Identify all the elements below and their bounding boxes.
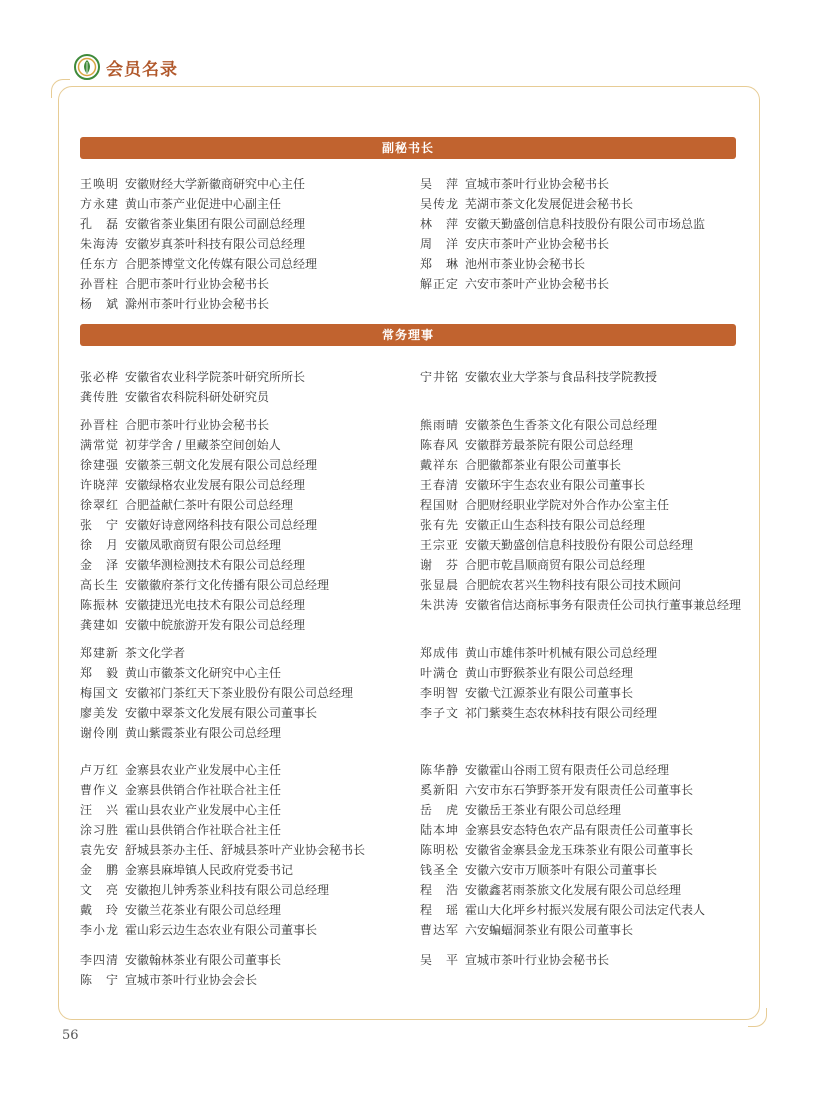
member-name: 朱海涛	[80, 237, 118, 251]
member-entry	[420, 800, 705, 820]
member-name: 陈春风	[420, 438, 458, 452]
member-entry	[420, 595, 741, 615]
member-name: 李小龙	[80, 923, 118, 937]
member-position: 黄山市雄伟茶叶机械有限公司总经理	[465, 646, 658, 660]
member-entry	[80, 643, 353, 663]
member-name: 岳 虎	[420, 803, 458, 817]
member-entry	[80, 387, 305, 407]
member-entry	[420, 475, 741, 495]
member-entry	[80, 595, 329, 615]
member-column-right	[420, 367, 657, 387]
member-position: 安徽茶三朝文化发展有限公司总经理	[125, 458, 318, 472]
member-name: 袁先安	[80, 843, 118, 857]
member-name: 曹作义	[80, 783, 118, 797]
member-column-right	[420, 415, 741, 615]
member-position: 安徽六安市万顺茶叶有限公司董事长	[465, 863, 658, 877]
member-position: 霍山大化坪乡村振兴发展有限公司法定代表人	[465, 903, 706, 917]
member-position: 安徽凤歌商贸有限公司总经理	[125, 538, 282, 552]
association-logo-icon	[74, 54, 100, 80]
member-position: 安徽好诗意网络科技有限公司总经理	[125, 518, 318, 532]
member-column-right	[420, 174, 705, 294]
member-entry	[80, 435, 329, 455]
member-entry	[420, 367, 657, 387]
member-position: 黄山市徽茶文化研究中心主任	[125, 666, 282, 680]
member-entry	[80, 920, 365, 940]
member-name: 张 宁	[80, 518, 118, 532]
member-entry	[80, 294, 317, 314]
member-name: 程国财	[420, 498, 458, 512]
member-name: 戴祥东	[420, 458, 458, 472]
member-position: 金寨县农业产业发展中心主任	[125, 763, 282, 777]
member-name: 谢 芬	[420, 558, 458, 572]
member-name: 满常觉	[80, 438, 118, 452]
member-position: 池州市茶业协会秘书长	[465, 257, 586, 271]
member-position: 安徽捷迅光电技术有限公司总经理	[125, 598, 306, 612]
member-name: 王宗亚	[420, 538, 458, 552]
member-name: 陆本坤	[420, 823, 458, 837]
member-entry	[420, 760, 705, 780]
member-name: 文 亮	[80, 883, 118, 897]
member-name: 徐 月	[80, 538, 118, 552]
member-entry	[420, 950, 609, 970]
member-entry	[420, 840, 705, 860]
member-entry	[420, 860, 705, 880]
member-name: 陈明松	[420, 843, 458, 857]
member-position: 安徽霍山谷雨工贸有限责任公司总经理	[465, 763, 670, 777]
member-position: 祁门紫葵生态农林科技有限公司经理	[465, 706, 658, 720]
member-name: 钱圣全	[420, 863, 458, 877]
member-column-left	[80, 760, 365, 940]
member-name: 程 瑶	[420, 903, 458, 917]
member-entry	[80, 234, 317, 254]
member-position: 霍山县农业产业发展中心主任	[125, 803, 282, 817]
member-name: 王唤明	[80, 177, 118, 191]
member-entry	[420, 780, 705, 800]
member-position: 安徽天勤盛创信息科技股份有限公司市场总监	[465, 217, 706, 231]
member-position: 安徽环宇生态农业有限公司董事长	[465, 478, 646, 492]
member-position: 金寨县供销合作社联合社主任	[125, 783, 282, 797]
member-entry	[80, 615, 329, 635]
member-column-right	[420, 643, 657, 723]
member-name: 王春清	[420, 478, 458, 492]
member-position: 宣城市茶叶行业协会会长	[125, 973, 258, 987]
member-entry	[420, 515, 741, 535]
member-entry	[420, 415, 741, 435]
member-entry	[420, 820, 705, 840]
header-title: 会员名录	[106, 59, 178, 80]
member-entry	[80, 575, 329, 595]
member-name: 周 洋	[420, 237, 458, 251]
member-position: 金寨县安态特色农产品有限责任公司董事长	[465, 823, 694, 837]
member-entry	[80, 415, 329, 435]
page-header	[74, 52, 178, 82]
member-name: 许晓萍	[80, 478, 118, 492]
member-entry	[420, 575, 741, 595]
member-column-left	[80, 174, 317, 314]
member-position: 安徽省茶业集团有限公司副总经理	[125, 217, 306, 231]
member-entry	[80, 535, 329, 555]
member-position: 安徽岳王茶业有限公司总经理	[465, 803, 622, 817]
member-position: 初芽学舍 / 里藏茶空间创始人	[125, 438, 281, 452]
member-name: 徐建强	[80, 458, 118, 472]
member-name: 高长生	[80, 578, 118, 592]
member-position: 安徽中皖旅游开发有限公司总经理	[125, 618, 306, 632]
member-position: 合肥茶博堂文化传媒有限公司总经理	[125, 257, 318, 271]
member-entry	[80, 174, 317, 194]
member-name: 张必桦	[80, 370, 118, 384]
member-name: 涂习胜	[80, 823, 118, 837]
member-name: 朱洪涛	[420, 598, 458, 612]
member-entry	[420, 254, 705, 274]
member-entry	[420, 900, 705, 920]
member-name: 张有先	[420, 518, 458, 532]
member-position: 六安市茶叶产业协会秘书长	[465, 277, 610, 291]
member-position: 安徽省金寨县金龙玉珠茶业有限公司董事长	[465, 843, 694, 857]
member-position: 滁州市茶叶行业协会秘书长	[125, 297, 270, 311]
member-position: 安徽中翠茶文化发展有限公司董事长	[125, 706, 318, 720]
member-position: 安徽省农科院科研处研究员	[125, 390, 270, 404]
member-entry	[80, 683, 353, 703]
member-position: 合肥徽都茶业有限公司董事长	[465, 458, 622, 472]
member-position: 合肥市茶叶行业协会秘书长	[125, 418, 270, 432]
member-position: 金寨县麻埠镇人民政府党委书记	[125, 863, 294, 877]
member-position: 黄山市茶产业促进中心副主任	[125, 197, 282, 211]
member-name: 吴传龙	[420, 197, 458, 211]
member-entry	[80, 555, 329, 575]
member-name: 陈振林	[80, 598, 118, 612]
member-position: 安徽农业大学茶与食品科技学院教授	[465, 370, 658, 384]
member-position: 六安市东石笋野茶开发有限责任公司董事长	[465, 783, 694, 797]
member-name: 熊雨晴	[420, 418, 458, 432]
member-entry	[420, 703, 657, 723]
member-name: 郑成伟	[420, 646, 458, 660]
member-name: 孙晋柱	[80, 418, 118, 432]
member-position: 安徽岁真茶叶科技有限公司总经理	[125, 237, 306, 251]
member-position: 宣城市茶叶行业协会秘书长	[465, 177, 610, 191]
member-entry	[420, 194, 705, 214]
member-position: 黄山紫霞茶业有限公司总经理	[125, 726, 282, 740]
member-column-right	[420, 950, 609, 970]
member-name: 张显晨	[420, 578, 458, 592]
member-entry	[420, 435, 741, 455]
member-name: 梅国文	[80, 686, 118, 700]
member-position: 安徽茶色生香茶文化有限公司总经理	[465, 418, 658, 432]
member-entry	[80, 495, 329, 515]
member-position: 安徽财经大学新徽商研究中心主任	[125, 177, 306, 191]
member-name: 金 泽	[80, 558, 118, 572]
member-entry	[420, 880, 705, 900]
member-name: 郑建新	[80, 646, 118, 660]
member-position: 安徽鑫茗雨茶旅文化发展有限公司总经理	[465, 883, 682, 897]
member-position: 合肥市乾昌顺商贸有限公司总经理	[465, 558, 646, 572]
section-banner: 副秘书长	[80, 137, 736, 159]
member-entry	[80, 214, 317, 234]
member-name: 杨 斌	[80, 297, 118, 311]
member-entry	[80, 970, 281, 990]
member-name: 徐翠红	[80, 498, 118, 512]
member-name: 郑 琳	[420, 257, 458, 271]
member-position: 安徽祁门茶红天下茶业股份有限公司总经理	[125, 686, 354, 700]
member-name: 卢万红	[80, 763, 118, 777]
member-name: 解正定	[420, 277, 458, 291]
section-banner: 常务理事	[80, 324, 736, 346]
member-entry	[420, 683, 657, 703]
member-name: 孔 磊	[80, 217, 118, 231]
member-name: 奚新阳	[420, 783, 458, 797]
member-name: 龚传胜	[80, 390, 118, 404]
member-entry	[420, 455, 741, 475]
member-position: 黄山市野猴茶业有限公司总经理	[465, 666, 634, 680]
member-name: 方永建	[80, 197, 118, 211]
member-entry	[80, 194, 317, 214]
member-entry	[420, 555, 741, 575]
member-column-left	[80, 950, 281, 990]
member-position: 安徽弋江源茶业有限公司董事长	[465, 686, 634, 700]
member-entry	[420, 535, 741, 555]
member-name: 任东方	[80, 257, 118, 271]
member-position: 合肥益献仁茶叶有限公司总经理	[125, 498, 294, 512]
member-entry	[80, 254, 317, 274]
member-name: 陈华静	[420, 763, 458, 777]
member-name: 廖美发	[80, 706, 118, 720]
member-name: 谢伶刚	[80, 726, 118, 740]
member-name: 陈 宁	[80, 973, 118, 987]
member-position: 舒城县茶办主任、舒城县茶叶产业协会秘书长	[125, 843, 366, 857]
member-name: 程 浩	[420, 883, 458, 897]
member-position: 安徽群芳最茶院有限公司总经理	[465, 438, 634, 452]
member-entry	[80, 840, 365, 860]
member-entry	[80, 760, 365, 780]
member-entry	[80, 703, 353, 723]
member-entry	[80, 475, 329, 495]
member-entry	[420, 274, 705, 294]
member-column-left	[80, 415, 329, 635]
member-entry	[80, 800, 365, 820]
member-entry	[80, 367, 305, 387]
member-entry	[80, 663, 353, 683]
member-position: 合肥市茶叶行业协会秘书长	[125, 277, 270, 291]
member-name: 戴 玲	[80, 903, 118, 917]
member-name: 李明智	[420, 686, 458, 700]
member-name: 郑 毅	[80, 666, 118, 680]
member-entry	[420, 663, 657, 683]
member-entry	[420, 214, 705, 234]
member-entry	[420, 234, 705, 254]
page-number: 56	[62, 1028, 79, 1043]
member-entry	[80, 455, 329, 475]
member-entry	[80, 880, 365, 900]
member-name: 李四清	[80, 953, 118, 967]
member-position: 霍山县供销合作社联合社主任	[125, 823, 282, 837]
member-position: 安徽抱儿钟秀茶业科技有限公司总经理	[125, 883, 330, 897]
member-entry	[80, 274, 317, 294]
member-position: 安徽正山生态科技有限公司总经理	[465, 518, 646, 532]
member-position: 安徽绿格农业发展有限公司总经理	[125, 478, 306, 492]
member-position: 安徽华测检测技术有限公司总经理	[125, 558, 306, 572]
member-position: 六安蝙蝠洞茶业有限公司董事长	[465, 923, 634, 937]
member-position: 宣城市茶叶行业协会秘书长	[465, 953, 610, 967]
member-entry	[80, 780, 365, 800]
member-position: 安徽翰林茶业有限公司董事长	[125, 953, 282, 967]
member-entry	[80, 820, 365, 840]
member-entry	[80, 860, 365, 880]
member-column-left	[80, 367, 305, 407]
member-name: 吴 平	[420, 953, 458, 967]
member-entry	[80, 723, 353, 743]
member-position: 霍山彩云边生态农业有限公司董事长	[125, 923, 318, 937]
member-entry	[80, 515, 329, 535]
member-position: 安徽天勤盛创信息科技股份有限公司总经理	[465, 538, 694, 552]
member-name: 吴 萍	[420, 177, 458, 191]
member-column-right	[420, 760, 705, 940]
member-entry	[80, 950, 281, 970]
member-position: 安徽省农业科学院茶叶研究所所长	[125, 370, 306, 384]
member-position: 安徽徽府茶行文化传播有限公司总经理	[125, 578, 330, 592]
member-position: 芜湖市茶文化发展促进会秘书长	[465, 197, 634, 211]
member-column-left	[80, 643, 353, 743]
member-entry	[420, 920, 705, 940]
member-name: 龚建如	[80, 618, 118, 632]
member-position: 茶文化学者	[125, 646, 186, 660]
member-entry	[80, 900, 365, 920]
member-position: 合肥皖农茗兴生物科技有限公司技术顾问	[465, 578, 682, 592]
member-name: 叶满仓	[420, 666, 458, 680]
member-entry	[420, 174, 705, 194]
member-name: 李子文	[420, 706, 458, 720]
member-name: 曹达军	[420, 923, 458, 937]
member-name: 宁井铭	[420, 370, 458, 384]
member-position: 安庆市茶叶产业协会秘书长	[465, 237, 610, 251]
member-position: 安徽省信达商标事务有限责任公司执行董事兼总经理	[465, 598, 742, 612]
member-name: 金 鹏	[80, 863, 118, 877]
member-name: 汪 兴	[80, 803, 118, 817]
member-position: 合肥财经职业学院对外合作办公室主任	[465, 498, 670, 512]
member-entry	[420, 495, 741, 515]
member-entry	[420, 643, 657, 663]
member-name: 孙晋柱	[80, 277, 118, 291]
member-position: 安徽兰花茶业有限公司总经理	[125, 903, 282, 917]
member-name: 林 萍	[420, 217, 458, 231]
